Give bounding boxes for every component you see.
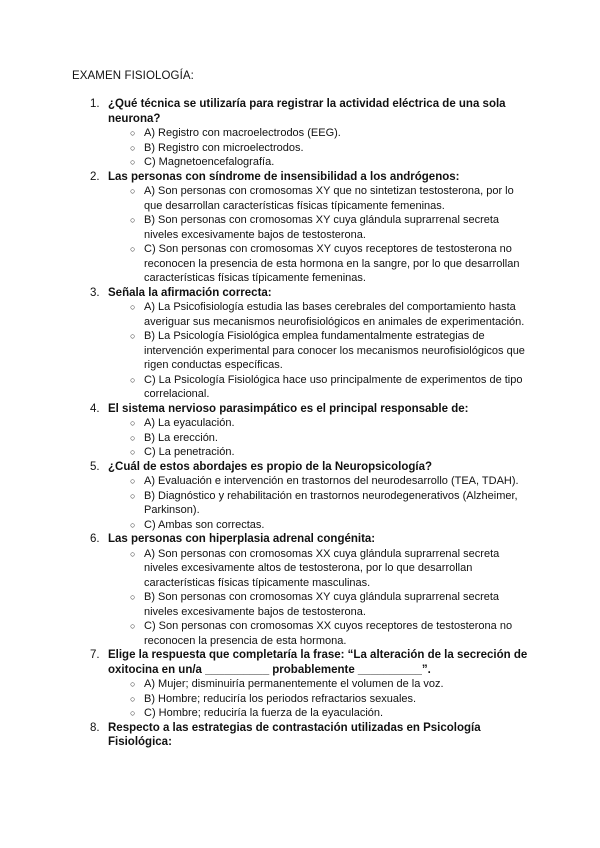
question-item	[72, 532, 532, 648]
answer-option	[108, 677, 532, 692]
question-number: 7.	[90, 649, 100, 661]
question-number: 4.	[90, 402, 100, 415]
question-item	[72, 402, 532, 460]
question-number: 3.	[90, 286, 100, 299]
answer-option-text: A) Registro con macroelectrodos (EEG).	[144, 127, 341, 139]
answer-option-text: A) Mujer; disminuiría permanentemente el volumen de la voz.	[144, 678, 444, 690]
answer-option-text: C) La Psicología Fisiológica hace uso principalmente de experimentos de tipo correlacional.	[144, 373, 523, 400]
hollow-circle-bullet-icon: ○	[130, 432, 136, 443]
question-number: 1.	[90, 98, 100, 110]
answer-option-text: A) La Psicofisiología estudia las bases cerebrales del comportamiento hasta averiguar sus mecanismos neurofisiológicos en animales de experimentación.	[144, 301, 525, 328]
answer-option-text: B) Hombre; reduciría los periodos refractarios sexuales.	[144, 692, 417, 705]
hollow-circle-bullet-icon: ○	[130, 302, 136, 312]
question-item	[72, 97, 532, 170]
hollow-circle-bullet-icon: ○	[130, 374, 136, 385]
question-text: ¿Qué técnica se utilizaría para registrar la actividad eléctrica de una sola neurona?	[108, 98, 506, 125]
answer-option-text: C) Hombre; reduciría la fuerza de la eyaculación.	[144, 707, 384, 719]
answer-option-text: B) La erección.	[144, 431, 218, 444]
answer-option-text: A) Evaluación e intervención en trastornos del neurodesarrollo (TEA, TDAH).	[144, 475, 519, 487]
hollow-circle-bullet-icon: ○	[130, 244, 136, 254]
answer-option	[108, 141, 532, 156]
answer-option-text: C) La penetración.	[144, 446, 235, 458]
answer-option	[108, 126, 532, 141]
answer-option	[108, 445, 532, 460]
answer-option	[108, 300, 532, 329]
hollow-circle-bullet-icon: ○	[130, 693, 136, 704]
question-item	[72, 460, 532, 533]
answer-option-text: C) Son personas con cromosomas XX cuyos receptores de testosterona no reconocen la presencia de esta hormona.	[144, 620, 513, 647]
hollow-circle-bullet-icon: ○	[130, 548, 136, 559]
option-list	[108, 416, 532, 460]
answer-option	[108, 155, 532, 170]
answer-option-text: A) La eyaculación.	[144, 417, 235, 429]
answer-option	[108, 213, 532, 242]
answer-option	[108, 329, 532, 373]
answer-option	[108, 706, 532, 721]
option-list	[108, 126, 532, 170]
hollow-circle-bullet-icon: ○	[130, 447, 136, 457]
answer-option	[108, 474, 532, 489]
answer-option	[108, 416, 532, 431]
answer-option-text: B) La Psicología Fisiológica emplea fundamentalmente estrategias de intervención experimental para conocer los mecanismos neurofisiológicos que rigen conductas específicas.	[144, 330, 525, 371]
hollow-circle-bullet-icon: ○	[130, 418, 136, 428]
hollow-circle-bullet-icon: ○	[130, 679, 136, 689]
hollow-circle-bullet-icon: ○	[130, 519, 136, 530]
option-list	[108, 547, 532, 649]
question-text: El sistema nervioso parasimpático es el principal responsable de:	[108, 402, 469, 415]
answer-option	[108, 619, 532, 648]
option-list	[108, 184, 532, 286]
answer-option	[108, 242, 532, 286]
answer-option	[108, 547, 532, 591]
question-list	[72, 97, 532, 750]
question-number: 2.	[90, 170, 100, 183]
question-item	[72, 170, 532, 286]
question-text: Señala la afirmación correcta:	[108, 286, 272, 299]
question-item	[72, 648, 532, 721]
option-list	[108, 474, 532, 532]
answer-option-text: B) Son personas con cromosomas XY cuya glándula suprarrenal secreta niveles excesivamente bajos de testosterona.	[144, 214, 500, 241]
hollow-circle-bullet-icon: ○	[130, 331, 136, 341]
exam-title: EXAMEN FISIOLOGÍA:	[72, 70, 194, 82]
answer-option-text: B) Diagnóstico y rehabilitación en trastornos neurodegenerativos (Alzheimer, Parkinson).	[144, 489, 518, 516]
hollow-circle-bullet-icon: ○	[130, 142, 136, 153]
answer-option-text: A) Son personas con cromosomas XX cuya glándula suprarrenal secreta niveles excesivamente altos de testosterona, por lo que desarrollan características físicas típicamente masculinas.	[144, 547, 500, 589]
option-list	[108, 300, 532, 402]
question-text: ¿Cuál de estos abordajes es propio de la Neuropsicología?	[108, 460, 432, 473]
question-item	[72, 286, 532, 402]
hollow-circle-bullet-icon: ○	[130, 186, 136, 196]
answer-option	[108, 590, 532, 619]
answer-option-text: B) Son personas con cromosomas XY cuya glándula suprarrenal secreta niveles excesivamente bajos de testosterona.	[144, 591, 500, 618]
question-number: 8.	[90, 721, 100, 734]
answer-option-text: B) Registro con microelectrodos.	[144, 141, 304, 154]
question-number: 6.	[90, 533, 100, 545]
hollow-circle-bullet-icon: ○	[130, 592, 136, 602]
option-list	[108, 677, 532, 721]
answer-option	[108, 373, 532, 402]
answer-option-text: C) Ambas son correctas.	[144, 518, 265, 531]
question-item	[72, 721, 532, 750]
question-text: Las personas con hiperplasia adrenal congénita:	[108, 533, 376, 545]
hollow-circle-bullet-icon: ○	[130, 215, 136, 225]
question-text: Elige la respuesta que completaría la frase: “La alteración de la secreción de oxitocina en un/a __________ probablemente __________”.	[108, 649, 528, 676]
question-text: Las personas con síndrome de insensibilidad a los andrógenos:	[108, 170, 460, 183]
answer-option-text: C) Magnetoencefalografía.	[144, 156, 275, 168]
hollow-circle-bullet-icon: ○	[130, 157, 136, 167]
answer-option	[108, 489, 532, 518]
hollow-circle-bullet-icon: ○	[130, 476, 136, 486]
hollow-circle-bullet-icon: ○	[130, 128, 136, 138]
hollow-circle-bullet-icon: ○	[130, 490, 136, 501]
hollow-circle-bullet-icon: ○	[130, 621, 136, 631]
answer-option	[108, 184, 532, 213]
answer-option	[108, 518, 532, 533]
answer-option-text: A) Son personas con cromosomas XY que no sintetizan testosterona, por lo que desarrollan características físicas típicamente femeninas.	[144, 185, 514, 212]
answer-option	[108, 692, 532, 707]
hollow-circle-bullet-icon: ○	[130, 708, 136, 718]
question-text: Respecto a las estrategias de contrastación utilizadas en Psicología Fisiológica:	[108, 721, 481, 748]
answer-option	[108, 431, 532, 446]
question-number: 5.	[90, 460, 100, 473]
answer-option-text: C) Son personas con cromosomas XY cuyos receptores de testosterona no reconocen la presencia de esta hormona en la sangre, por lo que desarrollan características físicas típicamente femeninas.	[144, 243, 520, 284]
